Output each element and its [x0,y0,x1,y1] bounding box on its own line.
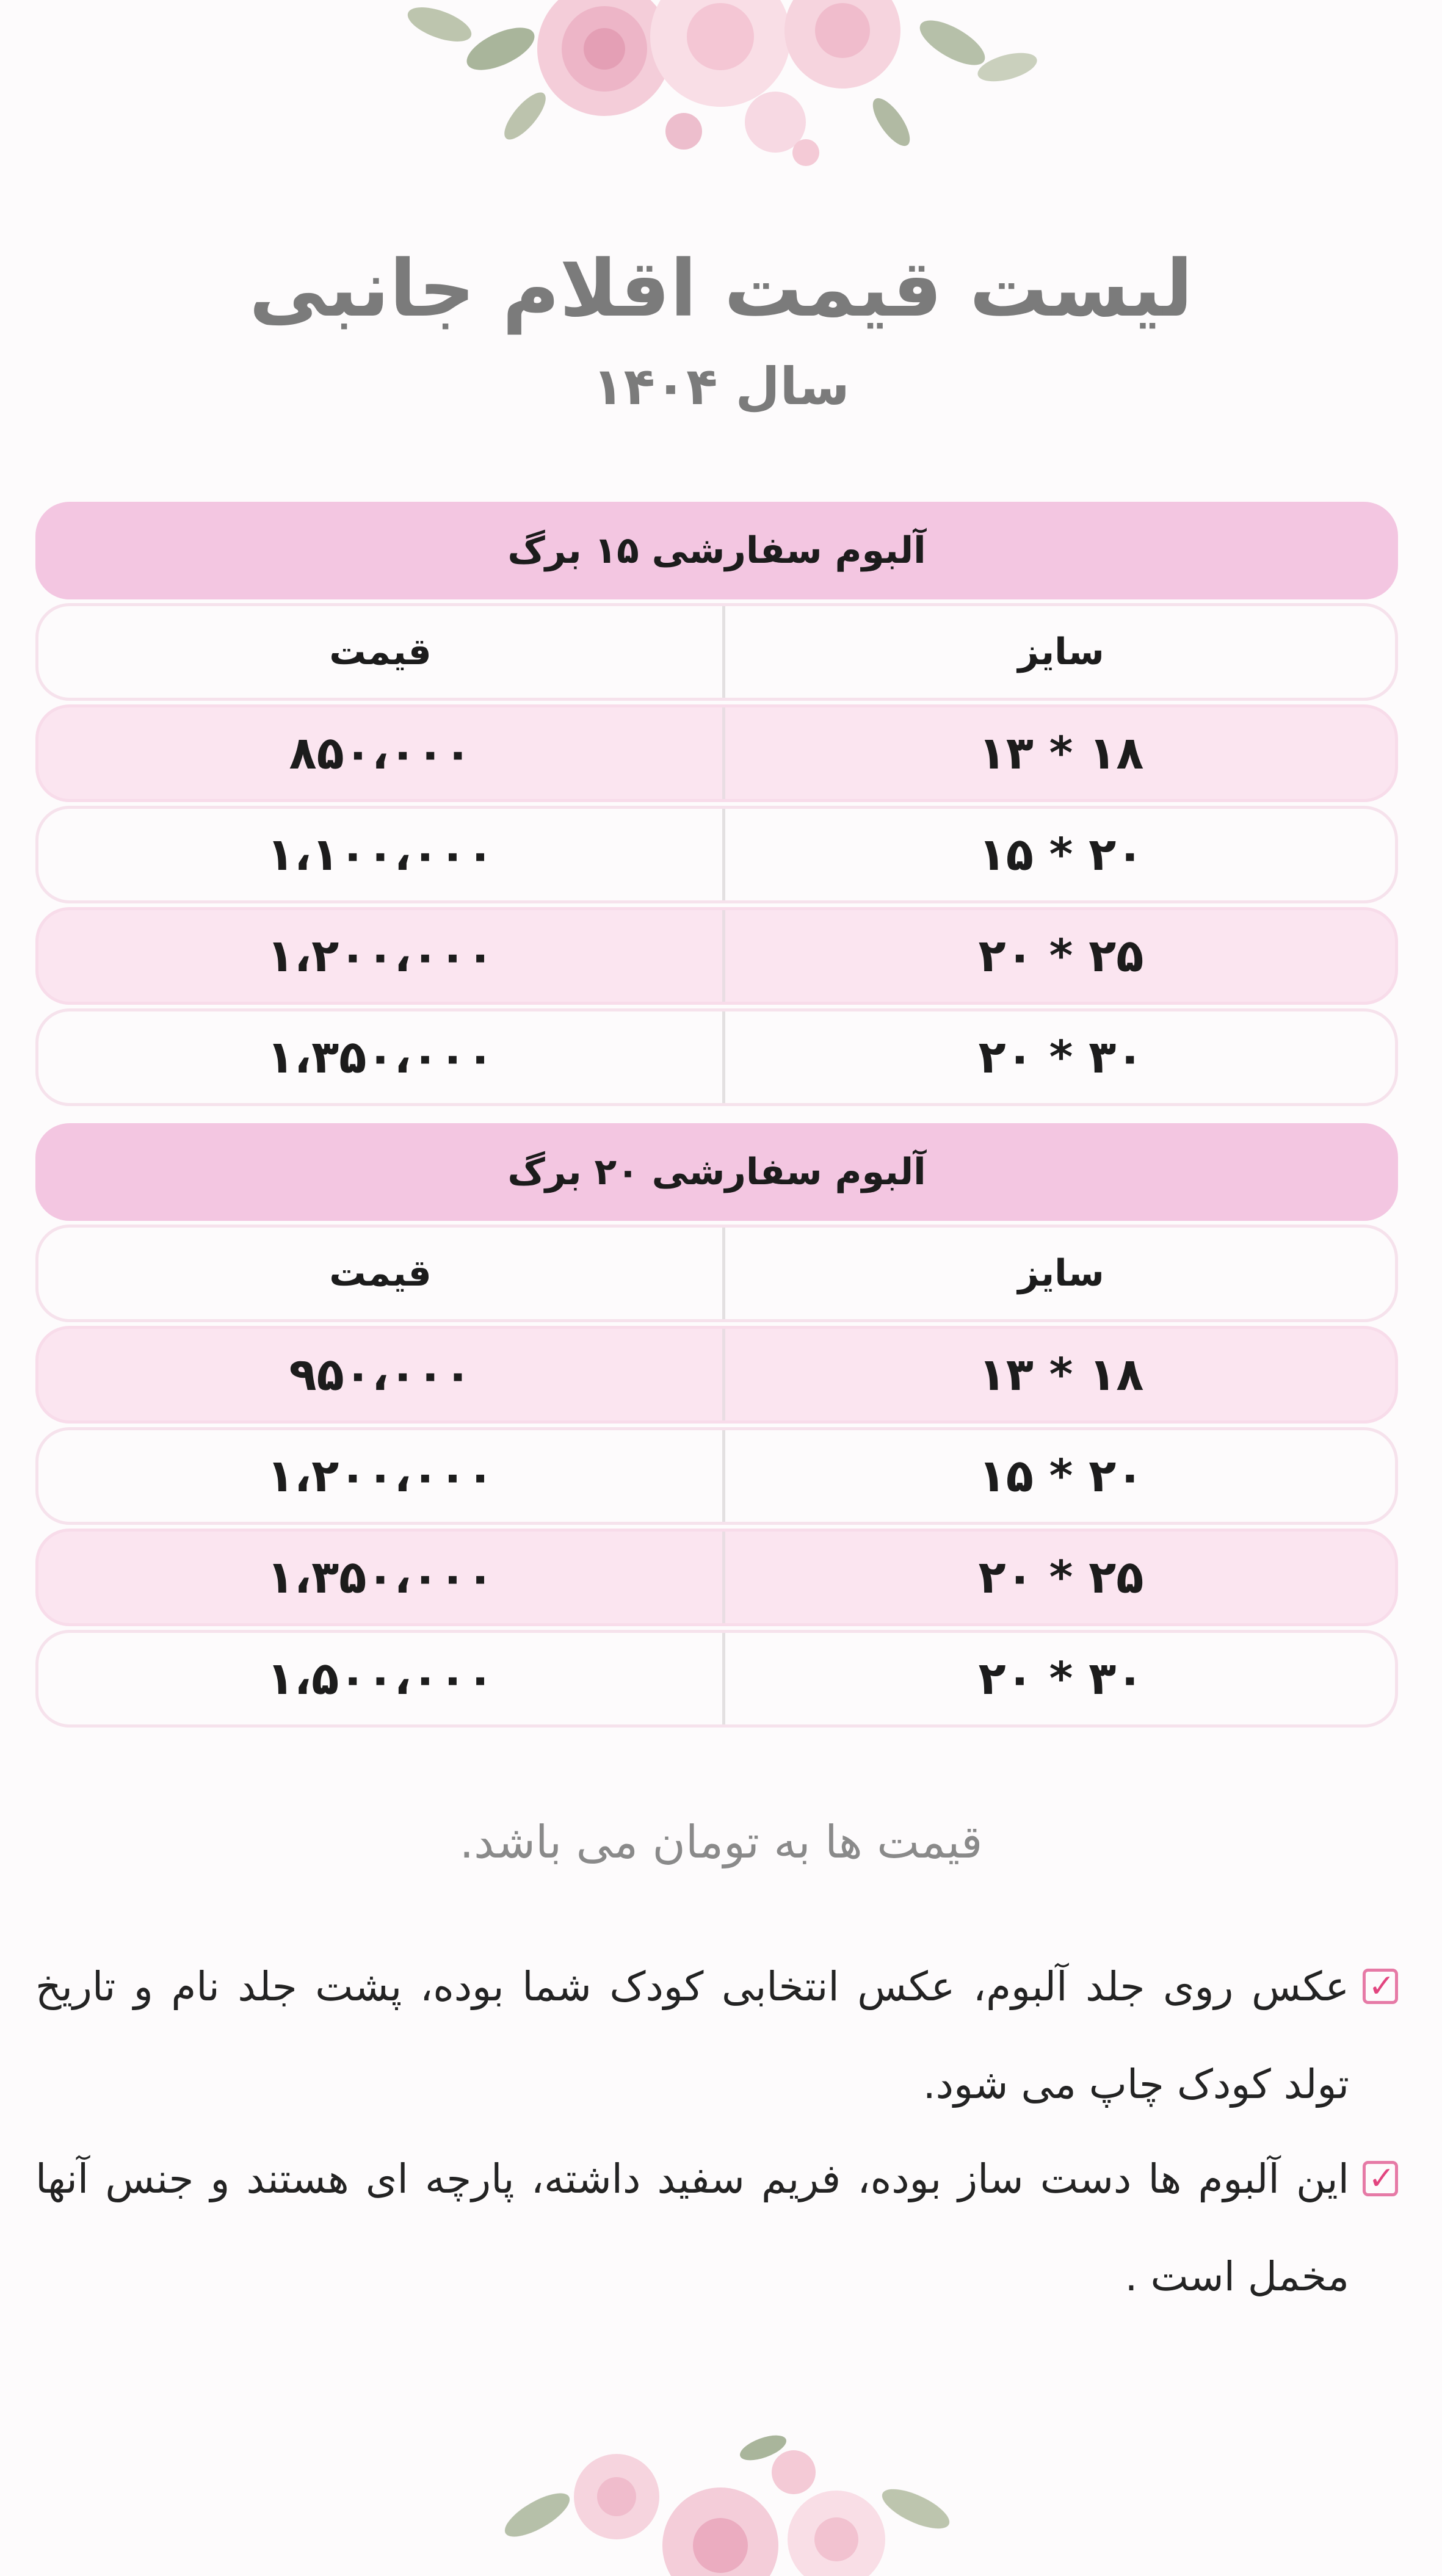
price-cell: ۱،۳۵۰،۰۰۰ [266,1551,495,1604]
table-band-15-pages [35,502,1398,599]
size-cell: ۱۸ * ۱۳ [978,727,1144,780]
page-title: لیست قیمت اقلام جانبی [249,244,1193,335]
column-divider [722,1228,725,1319]
table-header-row [35,1225,1398,1322]
size-cell: ۱۸ * ۱۳ [978,1348,1144,1401]
table-row [35,1630,1398,1728]
price-cell: ۸۵۰،۰۰۰ [289,727,472,780]
table-header-row [35,603,1398,701]
column-divider [722,1011,725,1103]
floral-decoration-bottom [0,2423,1442,2576]
size-cell: ۳۰ * ۲۰ [978,1031,1144,1084]
price-cell: ۱،۳۵۰،۰۰۰ [266,1031,495,1084]
table-row [35,704,1398,802]
column-header-size: سایز [1018,1252,1104,1295]
price-cell: ۱،۱۰۰،۰۰۰ [266,828,495,881]
info-bullet [35,2130,1398,2326]
table-title: آلبوم سفارشی ۱۵ برگ [507,529,926,572]
column-divider [722,606,725,698]
bullet-text: این آلبوم ها دست ساز بوده، فریم سفید داشته، پارچه ای هستند و جنس آنها مخمل است . [35,2155,1349,2300]
info-bullet [35,1938,1398,2133]
column-divider [722,707,725,799]
floral-decoration-top [0,0,1442,201]
table-band-20-pages [35,1123,1398,1221]
size-cell: ۲۰ * ۱۵ [978,1450,1144,1502]
price-cell: ۱،۵۰۰،۰۰۰ [266,1652,495,1705]
column-divider [722,1633,725,1724]
column-divider [722,1430,725,1522]
table-row [35,1326,1398,1424]
checkbox-checked-icon: ✓ [1363,1969,1398,2004]
currency-note: قیمت ها به تومان می باشد. [459,1816,983,1869]
column-header-size: سایز [1018,631,1104,673]
table-row [35,1529,1398,1626]
checkbox-checked-icon: ✓ [1363,2161,1398,2196]
page-subtitle: سال ۱۴۰۴ [592,356,850,416]
price-cell: ۱،۲۰۰،۰۰۰ [266,930,495,982]
column-header-price: قیمت [329,631,432,673]
column-divider [722,809,725,900]
table-row [35,907,1398,1005]
column-divider [722,910,725,1002]
table-row [35,806,1398,903]
table-row [35,1427,1398,1525]
table-row [35,1008,1398,1106]
size-cell: ۲۰ * ۱۵ [978,828,1144,881]
column-divider [722,1329,725,1420]
column-header-price: قیمت [329,1252,432,1295]
size-cell: ۲۵ * ۲۰ [978,930,1144,982]
size-cell: ۳۰ * ۲۰ [978,1652,1144,1705]
size-cell: ۲۵ * ۲۰ [978,1551,1144,1604]
price-cell: ۱،۲۰۰،۰۰۰ [266,1450,495,1502]
bullet-text: عکس روی جلد آلبوم، عکس انتخابی کودک شما بوده، پشت جلد نام و تاریخ تولد کودک چاپ می شود. [35,1963,1349,2108]
price-cell: ۹۵۰،۰۰۰ [289,1348,472,1401]
table-title: آلبوم سفارشی ۲۰ برگ [507,1151,926,1193]
column-divider [722,1532,725,1623]
